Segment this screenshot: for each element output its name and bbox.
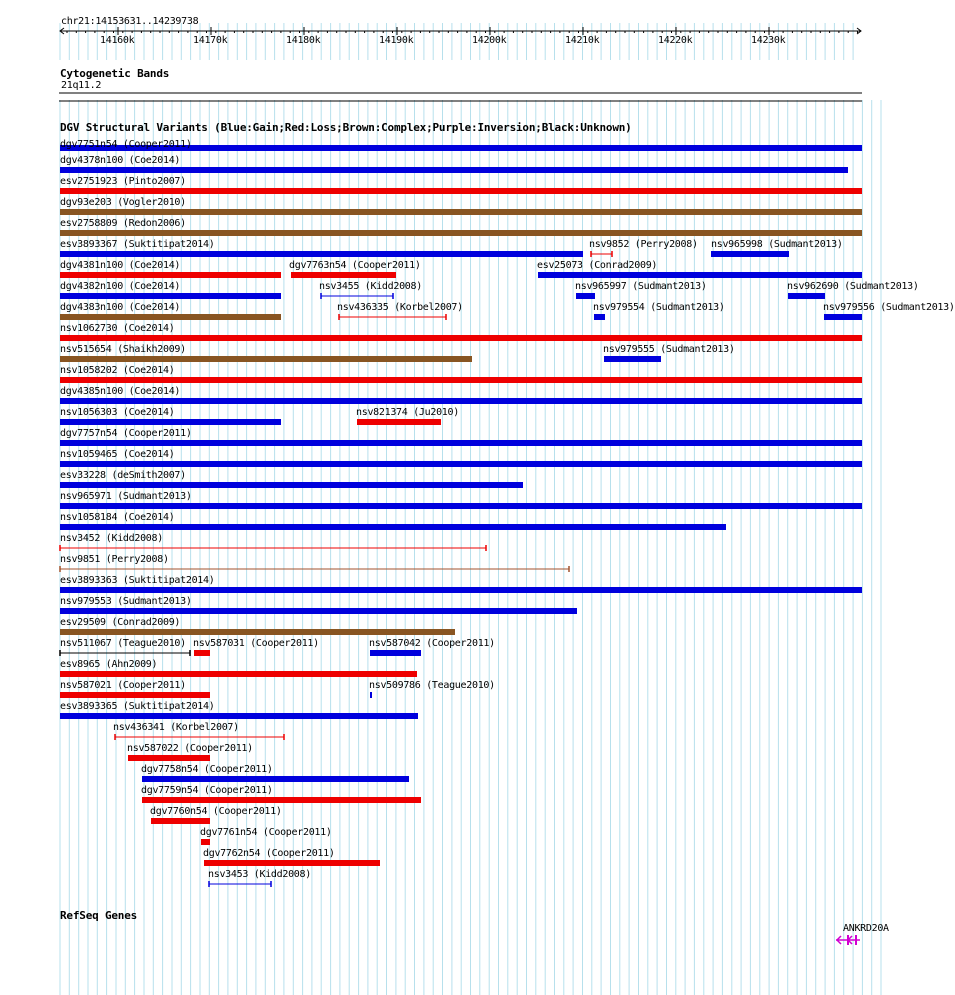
dgv-feature-label[interactable]: nsv965998 (Sudmant2013) (711, 239, 843, 250)
dgv-feature-label[interactable]: nsv587022 (Cooper2011) (127, 743, 253, 754)
dgv-feature-label[interactable]: esv8965 (Ahn2009) (60, 659, 158, 670)
dgv-feature-label[interactable]: dgv4382n100 (Coe2014) (60, 281, 181, 292)
dgv-feature-bar[interactable] (60, 692, 210, 698)
dgv-feature-bar[interactable] (576, 293, 595, 299)
refseq-gene-label[interactable]: ANKRD20A (843, 923, 889, 934)
dgv-feature-bar[interactable] (60, 629, 455, 635)
dgv-feature-bar[interactable] (291, 272, 396, 278)
dgv-feature-bar[interactable] (60, 293, 281, 299)
dgv-feature-label[interactable]: nsv9851 (Perry2008) (60, 554, 169, 565)
dgv-feature-label[interactable]: dgv7762n54 (Cooper2011) (203, 848, 335, 859)
dgv-feature-bar[interactable] (60, 209, 862, 215)
cytoband-track-title: Cytogenetic Bands (60, 67, 170, 80)
dgv-feature-bar[interactable] (60, 503, 862, 509)
dgv-feature-bar[interactable] (128, 755, 210, 761)
dgv-feature-bar[interactable] (788, 293, 825, 299)
dgv-feature-bar[interactable] (60, 482, 523, 488)
dgv-feature-label[interactable]: nsv3455 (Kidd2008) (319, 281, 422, 292)
ruler-tick-label: 14210k (565, 35, 600, 46)
dgv-feature-label[interactable]: nsv587031 (Cooper2011) (193, 638, 319, 649)
dgv-feature-bar[interactable] (142, 776, 409, 782)
dgv-feature-bar[interactable] (711, 251, 789, 257)
dgv-feature-bar[interactable] (60, 587, 862, 593)
ruler-tick-label: 14160k (100, 35, 135, 46)
dgv-feature-bar[interactable] (60, 251, 583, 257)
dgv-feature-bar[interactable] (604, 356, 661, 362)
dgv-feature-label[interactable]: nsv515654 (Shaikh2009) (60, 344, 186, 355)
dgv-feature-label[interactable]: nsv979556 (Sudmant2013) (823, 302, 955, 313)
dgv-feature-label[interactable]: nsv436341 (Korbel2007) (113, 722, 239, 733)
dgv-feature-bar[interactable] (60, 398, 862, 404)
dgv-feature-label[interactable]: dgv7757n54 (Cooper2011) (60, 428, 192, 439)
dgv-feature-label[interactable]: nsv9852 (Perry2008) (589, 239, 698, 250)
dgv-feature-label[interactable]: nsv979555 (Sudmant2013) (603, 344, 735, 355)
dgv-feature-label[interactable]: nsv3452 (Kidd2008) (60, 533, 163, 544)
ruler-tick-label: 14200k (472, 35, 507, 46)
dgv-feature-bar[interactable] (60, 314, 281, 320)
dgv-feature-label[interactable]: dgv7763n54 (Cooper2011) (289, 260, 421, 271)
dgv-feature-label[interactable]: nsv436335 (Korbel2007) (337, 302, 463, 313)
dgv-feature-bar[interactable] (142, 797, 421, 803)
dgv-feature-bar[interactable] (60, 188, 862, 194)
dgv-feature-bar[interactable] (151, 818, 210, 824)
dgv-feature-bar[interactable] (357, 419, 441, 425)
dgv-feature-bar[interactable] (201, 839, 210, 845)
ruler-tick-label: 14220k (658, 35, 693, 46)
dgv-feature-bar[interactable] (60, 671, 417, 677)
refseq-track-title: RefSeq Genes (60, 909, 138, 922)
dgv-feature-bar[interactable] (204, 860, 380, 866)
dgv-feature-label[interactable]: dgv7751n54 (Cooper2011) (60, 139, 192, 150)
dgv-feature-label[interactable]: nsv965971 (Sudmant2013) (60, 491, 192, 502)
dgv-feature-bar[interactable] (60, 377, 862, 383)
dgv-feature-bar[interactable] (60, 440, 862, 446)
dgv-feature-bar[interactable] (60, 356, 472, 362)
dgv-feature-label[interactable]: nsv511067 (Teague2010) (60, 638, 186, 649)
dgv-feature-label[interactable]: esv2751923 (Pinto2007) (60, 176, 186, 187)
dgv-feature-label[interactable]: dgv4383n100 (Coe2014) (60, 302, 181, 313)
dgv-feature-label[interactable]: dgv4378n100 (Coe2014) (60, 155, 181, 166)
dgv-feature-label[interactable]: dgv93e203 (Vogler2010) (60, 197, 186, 208)
dgv-feature-label[interactable]: esv3893367 (Suktitipat2014) (60, 239, 215, 250)
ruler-tick-label: 14170k (193, 35, 228, 46)
dgv-feature-label[interactable]: nsv509786 (Teague2010) (369, 680, 495, 691)
dgv-feature-bar[interactable] (538, 272, 862, 278)
dgv-feature-label[interactable]: nsv587042 (Cooper2011) (369, 638, 495, 649)
dgv-feature-bar[interactable] (60, 230, 862, 236)
dgv-feature-label[interactable]: nsv1058184 (Coe2014) (60, 512, 175, 523)
dgv-feature-label[interactable]: nsv965997 (Sudmant2013) (575, 281, 707, 292)
dgv-feature-label[interactable]: esv25073 (Conrad2009) (537, 260, 658, 271)
dgv-feature-label[interactable]: nsv821374 (Ju2010) (356, 407, 459, 418)
dgv-feature-label[interactable]: nsv3453 (Kidd2008) (208, 869, 311, 880)
dgv-feature-label[interactable]: nsv587021 (Cooper2011) (60, 680, 186, 691)
dgv-feature-label[interactable]: dgv4385n100 (Coe2014) (60, 386, 181, 397)
cytoband-track (59, 93, 862, 101)
dgv-feature-label[interactable]: nsv1058202 (Coe2014) (60, 365, 175, 376)
dgv-feature-label[interactable]: dgv7759n54 (Cooper2011) (141, 785, 273, 796)
dgv-feature-label[interactable]: esv3893365 (Suktitipat2014) (60, 701, 215, 712)
dgv-feature-label[interactable]: esv33228 (deSmith2007) (60, 470, 186, 481)
dgv-track-title: DGV Structural Variants (Blue:Gain;Red:Loss;Brown:Complex;Purple:Inversion;Black:Unknown) (60, 121, 632, 134)
dgv-feature-bar[interactable] (370, 650, 421, 656)
dgv-feature-bar[interactable] (60, 608, 577, 614)
ruler-tick-label: 14190k (379, 35, 414, 46)
dgv-feature-label[interactable]: dgv4381n100 (Coe2014) (60, 260, 181, 271)
dgv-feature-bar[interactable] (194, 650, 210, 656)
dgv-feature-label[interactable]: esv2758809 (Redon2006) (60, 218, 186, 229)
dgv-feature-label[interactable]: nsv1056303 (Coe2014) (60, 407, 175, 418)
dgv-feature-label[interactable]: dgv7761n54 (Cooper2011) (200, 827, 332, 838)
dgv-feature-bar[interactable] (60, 167, 848, 173)
cytoband-label[interactable]: 21q11.2 (61, 80, 102, 91)
dgv-feature-label[interactable]: esv29509 (Conrad2009) (60, 617, 181, 628)
dgv-feature-bar[interactable] (60, 419, 281, 425)
dgv-feature-label[interactable]: esv3893363 (Suktitipat2014) (60, 575, 215, 586)
dgv-feature-label[interactable]: nsv1059465 (Coe2014) (60, 449, 175, 460)
dgv-feature-bar[interactable] (824, 314, 862, 320)
dgv-feature-bar[interactable] (594, 314, 605, 320)
dgv-feature-bar[interactable] (60, 461, 862, 467)
dgv-feature-bar[interactable] (60, 524, 726, 530)
refseq-gene-glyph[interactable] (836, 935, 860, 945)
ruler-tick-label: 14180k (286, 35, 321, 46)
dgv-feature-bar[interactable] (60, 713, 418, 719)
dgv-feature-label[interactable]: nsv962690 (Sudmant2013) (787, 281, 919, 292)
dgv-feature-bar[interactable] (60, 335, 862, 341)
position-label: chr21:14153631..14239738 (61, 16, 199, 27)
dgv-feature-bar[interactable] (60, 272, 281, 278)
dgv-feature-bar[interactable] (370, 692, 372, 698)
dgv-feature-label[interactable]: nsv1062730 (Coe2014) (60, 323, 175, 334)
dgv-feature-label[interactable]: dgv7760n54 (Cooper2011) (150, 806, 282, 817)
ruler-tick-label: 14230k (751, 35, 786, 46)
dgv-feature-label[interactable]: nsv979553 (Sudmant2013) (60, 596, 192, 607)
dgv-feature-label[interactable]: dgv7758n54 (Cooper2011) (141, 764, 273, 775)
dgv-feature-label[interactable]: nsv979554 (Sudmant2013) (593, 302, 725, 313)
